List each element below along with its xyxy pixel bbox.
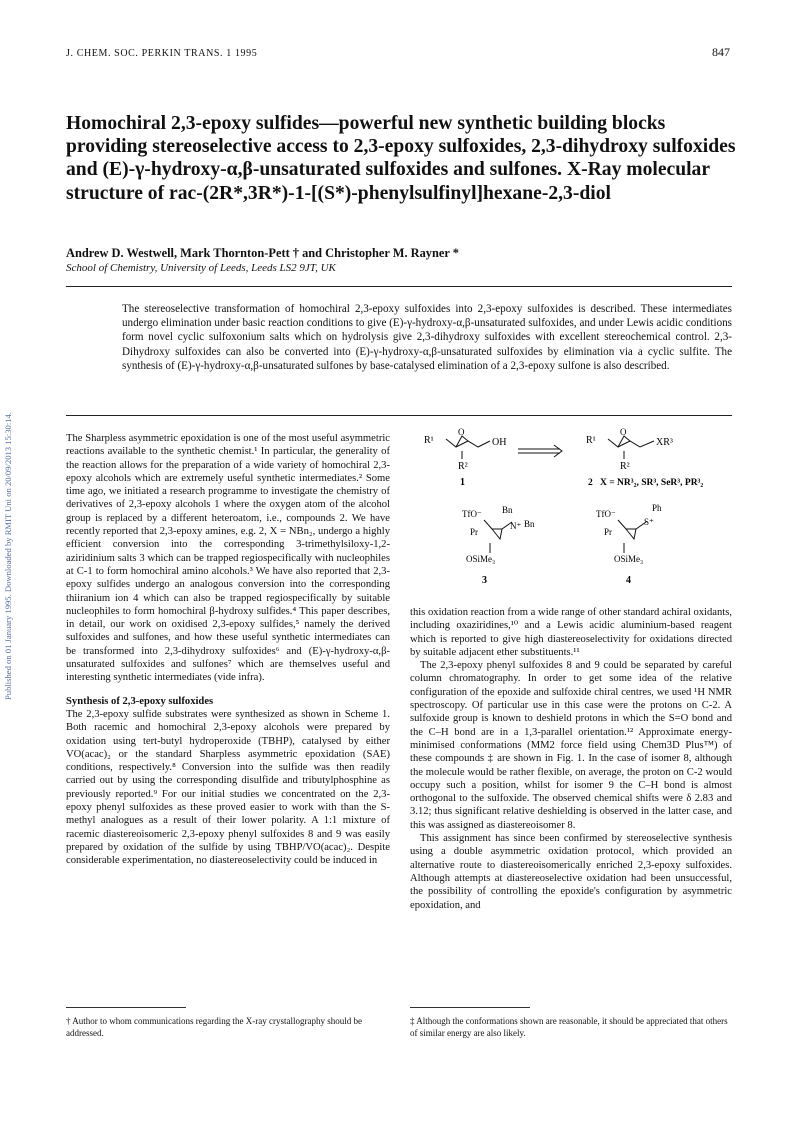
scheme-structures [410, 425, 734, 600]
c3-pr: Pr [470, 527, 479, 537]
section-heading: Synthesis of 2,3-epoxy sulfoxides [66, 695, 214, 707]
c1-o: O [458, 427, 465, 437]
c2-r1: R¹ [586, 435, 596, 446]
compound-1 [446, 436, 490, 459]
c1-oh: OH [492, 437, 507, 448]
rule-bottom [66, 415, 732, 416]
c4-tfo: TfO⁻ [596, 509, 616, 519]
c4-pr: Pr [604, 527, 613, 537]
right-paragraph-1: this oxidation reaction from a wide range of other standard achiral oxidants, including oxaziridines,¹⁰ and a Lewis acidic aluminium-based reagent which is reported to give high diastereoselectivity for oxidations directed by suitable adjacent ether substituents.¹¹ [410, 607, 732, 658]
author-list: Andrew D. Westwell, Mark Thornton-Pett † and Christopher M. Rayner * [66, 246, 459, 260]
page-number: 847 [712, 45, 730, 59]
c1-number: 1 [460, 477, 465, 488]
reaction-arrow [518, 445, 562, 457]
c1-r1: R¹ [424, 435, 434, 446]
section-paragraph: The 2,3-epoxy sulfide substrates were synthesized as shown in Scheme 1. Both racemic and homochiral 2,3-epoxy alcohols were prepared by oxidation using tert-butyl hydroperoxide (TBHP), catalysed by either VO(acac)₂ or the standard Sharpless asymmetric epoxidation (SAE) conditions, respectively.⁸ Conversion into the sulfide was then readily carried out by using the corresponding disulfide and tributylphosphine as previously reported.⁹ For our initial studies we concentrated on the 2,3-epoxy phenyl sulfoxides as these proved easier to work with than the S-methyl analogues as a result of their lower polarity. A 1:1 mixture of racemic diastereoisomeric 2,3-epoxy phenyl sulfoxides 8 and 9 was easily prepared by oxidation of the sulfide by using TBHP/VO(acac)₂. Despite considerable experimentation, no diastereoselectivity could be induced in [66, 708, 390, 867]
affiliation: School of Chemistry, University of Leeds, Leeds LS2 9JT, UK [66, 262, 336, 274]
footnote-dagger: † Author to whom communications regarding the X-ray crystallography should be addressed. [66, 1016, 362, 1038]
c4-ph: Ph [652, 503, 662, 513]
c3-n: N⁺ [510, 521, 522, 531]
footnote-double-dagger: ‡ Although the conformations shown are reasonable, it should be appreciated that others of similar energy are also likely. [410, 1016, 728, 1038]
c3-bn-1: Bn [502, 505, 513, 515]
footnote-rule-right [410, 1007, 530, 1008]
intro-paragraph: The Sharpless asymmetric epoxidation is one of the most useful asymmetric reactions available to the synthetic chemist.¹ In particular, the generality of the reaction allows for the preparation of a wide variety of homochiral 2,3-epoxy alcohols which are extremely useful synthetic intermediates.² Some time ago, we initiated a research programme to investigate the chemistry of derivatives of 2,3-epoxy alcohols 1 where the oxygen atom of the alcohol group is replaced by a different heteroatom, i.e., compounds 2. We have recently reported that 2,3-epoxy amines, e.g. 2, X = NBn₂, undergo a highly efficient conversion into the corresponding 3-trimethylsiloxy-1,2-aziridinium salts 3 which can be trapped regiospecifically with nucleophiles at C-1 to form homochiral amino alcohols.³ We have also reported that 2,3-epoxy sulfides undergo an analogous conversion into the corresponding thiiranium ion 4 which can also be trapped regiospecifically by suitable nucleophiles to form homochiral β-hydroxy sulfides.⁴ This paper describes, in detail, our work on oxidised 2,3-epoxy sulfides,⁵ namely the derived sulfoxides and sulfones, and how these useful synthetic intermediates can be transformed into 2,3-dihydroxy sulfoxides⁶ and (E)-γ-hydroxy-α,β-unsaturated sulfoxides and sulfones⁷ which are themselves useful and interesting synthetic intermediates (vide infra). [66, 433, 390, 684]
c3-bn-2: Bn [524, 519, 535, 529]
c4-number: 4 [626, 575, 631, 586]
article-title: Homochiral 2,3-epoxy sulfides—powerful new synthetic building blocks providing stereoselective access to 2,3-epoxy sulfoxides, 2,3-dihydroxy sulfoxides and (E)-γ-hydroxy-α,β-unsaturated sulfoxides and sulfones. X-Ray molecular structure of rac-(2R*,3R*)-1-[(S*)-phenylsulfinyl]hexane-2,3-diol [66, 113, 736, 204]
c2-number: 2 [588, 478, 593, 488]
right-paragraph-3: This assignment has since been confirmed by stereoselective synthesis using a double asymmetric oxidation protocol, which provided an alternative route to diastereoisomerically enriched 2,3-epoxy sulfoxides. Although attempts at diastereoselective oxidation had been unsuccessful, the possibility of controlling the epoxide's configuration by asymmetric epoxidation, and [410, 833, 732, 911]
right-paragraph-2: The 2,3-epoxy phenyl sulfoxides 8 and 9 could be separated by careful column chromatography. In order to get some idea of the relative configuration of the epoxide and sulfoxide chiral centres, we used ¹H NMR spectroscopy. Of particular use in this case were the protons on C-2. A sulfoxide group is known to deshield protons in which the S=O bond and the C–H bond are in a 1,3-parallel orientation.¹² Approximate energy-minimised conformations (MM2 force field using Chem3D Plus™) of these compounds ‡ are shown in Fig. 1. In the case of isomer 8, although the molecule would be rather flexible, on average, the proton on C-2 would occupy such a position, whilst for isomer 9 the C–H bond is almost orthogonal to the sulfoxide. The observed chemical shifts were δ 2.83 and 3.12; thus significant relative deshielding is observed in the latter case, and this was assigned as diastereoisomer 8. [410, 660, 732, 831]
c3-number: 3 [482, 575, 487, 586]
right-column [410, 606, 732, 912]
rule-top [66, 286, 732, 287]
abstract: The stereoselective transformation of homochiral 2,3-epoxy sulfoxides into 2,3-epoxy sulfoxides is described. These intermediates undergo elimination under basic reaction conditions to give (E)-γ-hydroxy-α,β-unsaturated sulfoxides, and under Lewis acidic conditions form novel cyclic sulfoxonium salts which on hydrolysis give 2,3-dihydroxy sulfoxides with excellent stereochemical control. 2,3-Dihydroxy sulfoxides can also be converted into (E)-γ-hydroxy-α,β-unsaturated sulfoxides by elimination via a cyclic sulfite. The synthesis of (E)-γ-hydroxy-α,β-unsaturated sulfones by base-catalysed elimination of a 2,3-epoxy sulfone is also described. [122, 303, 732, 372]
compound-3 [484, 520, 512, 553]
download-note: Published on 01 January 1995. Downloaded by RMIT Uni on 20/09/2013 15:30:14. [3, 412, 13, 700]
c4-s: S⁺ [644, 517, 654, 527]
c3-tfo: TfO⁻ [462, 509, 482, 519]
c2-xr3: XR³ [656, 437, 673, 448]
c2-r2: R² [620, 461, 630, 472]
download-sidebar [2, 300, 16, 700]
compound-2 [608, 436, 654, 459]
left-column [66, 432, 390, 868]
running-head: J. CHEM. SOC. PERKIN TRANS. 1 1995 [66, 48, 258, 59]
c2-o: O [620, 427, 627, 437]
c3-osime3: OSiMe₃ [466, 554, 496, 564]
c1-r2: R² [458, 461, 468, 472]
footnote-rule-left [66, 1007, 186, 1008]
c4-osime3: OSiMe₃ [614, 554, 644, 564]
compound-4 [618, 520, 646, 553]
c2-x-definition: X = NR³₂, SR³, SeR³, PR³₂ [600, 478, 704, 488]
